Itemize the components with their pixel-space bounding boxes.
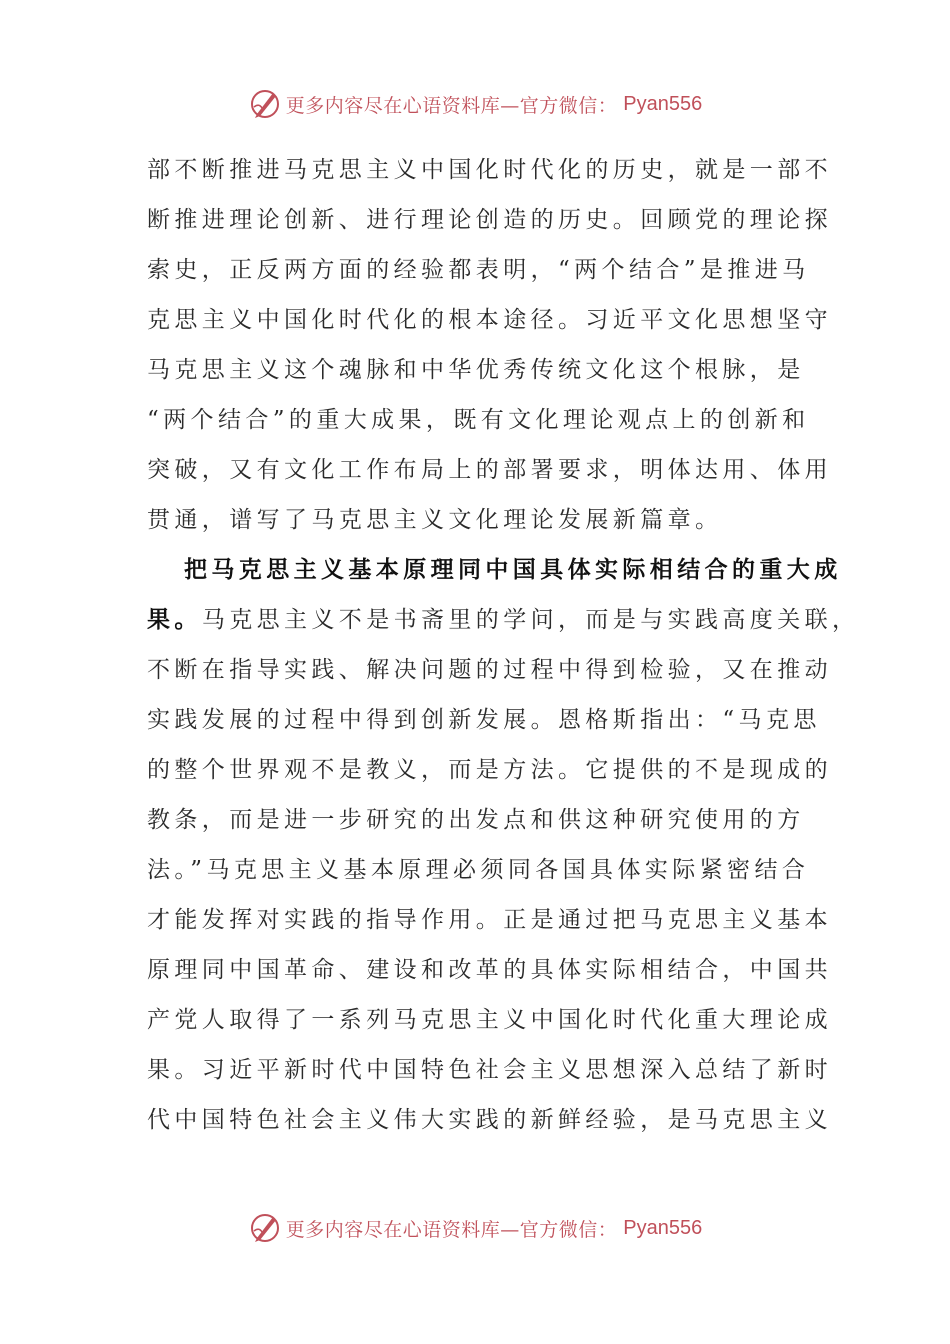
text-line: “两个结合”的重大成果，既有文化理论观点上的创新和 xyxy=(147,407,810,433)
text-line: 代中国特色社会主义伟大实践的新鲜经验，是马克思主义 xyxy=(147,1107,832,1133)
watermark-wechat-id: Pyan556 xyxy=(623,92,703,115)
text-line: 法。”马克思主义基本原理必须同各国具体实际紧密结合 xyxy=(147,857,810,883)
text-line: 贯通，谱写了马克思主义文化理论发展新篇章。 xyxy=(147,507,723,533)
text-line xyxy=(147,595,860,645)
section-heading-end: 果。 xyxy=(147,606,202,633)
pen-logo-icon xyxy=(248,87,282,121)
header-watermark xyxy=(0,84,950,124)
text-line: 索史，正反两方面的经验都表明，“两个结合”是推进马 xyxy=(147,257,810,283)
text-line: 的整个世界观不是教义，而是方法。它提供的不是现成的 xyxy=(147,757,832,783)
text-line-rest: 马克思主义不是书斋里的学问，而是与实践高度关联， xyxy=(201,607,860,633)
text-line: 产党人取得了一系列马克思主义中国化时代化重大理论成 xyxy=(147,1007,832,1033)
watermark-text: 更多内容尽在心语资料库—官方微信： xyxy=(285,1218,618,1241)
watermark-wechat-id: Pyan556 xyxy=(623,1216,703,1239)
text-line: 果。习近平新时代中国特色社会主义思想深入总结了新时 xyxy=(147,1057,832,1083)
text-line: 才能发挥对实践的指导作用。正是通过把马克思主义基本 xyxy=(147,907,832,933)
watermark-text: 更多内容尽在心语资料库—官方微信： xyxy=(285,94,618,117)
section-heading: 把马克思主义基本原理同中国具体实际相结合的重大成 xyxy=(184,556,842,583)
document-body xyxy=(147,145,860,1145)
text-line: 不断在指导实践、解决问题的过程中得到检验，又在推动 xyxy=(147,657,832,683)
text-line: 断推进理论创新、进行理论创造的历史。回顾党的理论探 xyxy=(147,207,832,233)
text-line: 部不断推进马克思主义中国化时代化的历史，就是一部不 xyxy=(147,157,832,183)
text-line: 突破，又有文化工作布局上的部署要求，明体达用、体用 xyxy=(147,457,832,483)
pen-logo-icon xyxy=(248,1211,282,1245)
text-line: 实践发展的过程中得到创新发展。恩格斯指出：“马克思 xyxy=(147,707,821,733)
text-line: 克思主义中国化时代化的根本途径。习近平文化思想坚守 xyxy=(147,307,832,333)
text-line: 马克思主义这个魂脉和中华优秀传统文化这个根脉，是 xyxy=(147,357,805,383)
footer-watermark xyxy=(0,1208,950,1248)
text-line: 教条，而是进一步研究的出发点和供这种研究使用的方 xyxy=(147,807,805,833)
text-line: 原理同中国革命、建设和改革的具体实际相结合，中国共 xyxy=(147,957,832,983)
